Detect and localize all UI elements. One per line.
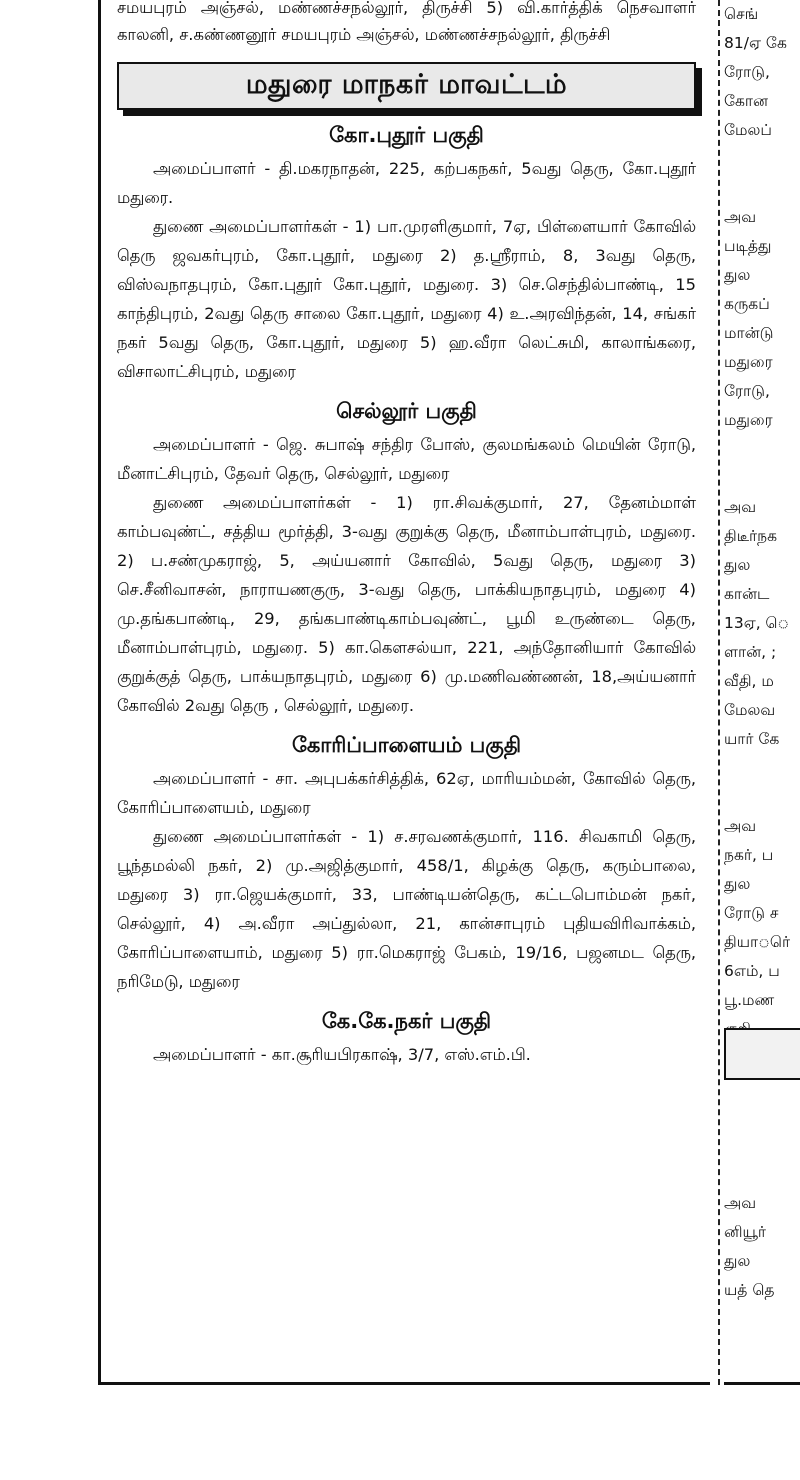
right-column-lines [724,0,800,1305]
section-heading: செல்லூர் பகுதி [336,399,477,423]
right-column-fragment: கருகப் [724,295,770,313]
right-column-fragment: அவ [724,817,757,835]
right-column-fragment: மேலப் [724,121,772,139]
right-column-fragment: ரோடு ச [724,904,779,922]
section-heading: கோரிப்பாளையம் பகுதி [291,733,522,757]
right-column-banner-box [724,1028,800,1080]
section-heading: கோ.புதூர் பகுதி [329,123,484,147]
right-column-fragment: 6எம், ப [724,962,780,980]
column-divider [718,0,720,1385]
right-column-cut [724,0,800,1385]
right-column-fragment [724,464,800,493]
right-column-fragment: ரோடு, [724,382,770,400]
right-column-fragment: துல [724,556,751,574]
right-column-fragment: மதுரை [724,353,773,371]
right-column-fragment [724,1160,800,1189]
right-column-fragment: பூ.மண [724,991,775,1009]
right-column-fragment: செங் [724,5,759,23]
organizer-text: அமைப்பாளர் - சா. அபுபக்கர்சித்திக், 62ஏ, மாரியம்மன், கோவில் தெரு, கோரிப்பாளையம், மதுரை [117,769,696,817]
right-column-fragment [724,145,800,174]
district-banner [117,62,696,110]
right-column-fragment: திடீர்நக [724,527,777,545]
district-title: மதுரை மாநகர் மாவட்டம் [245,68,568,100]
right-column-fragment: மேலவ [724,701,776,719]
right-column-fragment: ரோடு, [724,63,770,81]
section-heading: கே.கே.நகர் பகுதி [321,1009,492,1033]
section-sellur [117,396,696,720]
right-column-fragment: ளான், ; [724,643,777,661]
right-column-fragment: மதுரை [724,411,773,429]
continuation-text: சமயபுரம் அஞ்சல், மண்ணச்சநல்லூர், திருச்சி 5) வி.கார்த்திக் நெசவாளர் காலனி, ச.கண்ணனூர் சமயபுரம் அஞ்சல், மண்ணச்சநல்லூர், திருச்சி [117,0,696,44]
right-column-fragment: னியூர் [724,1223,767,1241]
right-column-fragment: யார் கே [724,730,780,748]
right-column-fragment: 13ஏ, ெ [724,614,790,632]
organizer-text: அமைப்பாளர் - தி.மகரநாதன், 225, கற்பகநகர், 5வது தெரு, கோ.புதூர் மதுரை. [117,159,696,207]
section-ko-puthur [117,120,696,386]
right-column-fragment: துல [724,875,751,893]
right-column-fragment: கோன [724,92,769,110]
right-column-fragment: நகர், ப [724,846,774,864]
right-column-fragment: அவ [724,1194,757,1212]
deputies-text: துணை அமைப்பாளர்கள் - 1) ரா.சிவக்குமார், 27, தேனம்மாள் காம்பவுண்ட், சத்திய மூர்த்தி, 3-வது குறுக்கு தெரு, மீனாம்பாள்புரம், மதுரை. 2) ப.சண்முகராஜ், 5, அய்யனார் கோவில், 5வது தெரு, மதுரை 3) செ.சீனிவாசன், நாராயணகுரு, 3-வது தெரு, பாக்கியநாதபுரம், மதுரை 4) மு.தங்கபாண்டி, 29, தங்கபாண்டிகாம்பவுண்ட், பூமி உருண்டை தெரு, மீனாம்பாள்புரம், மதுரை. 5) கா.கெளசல்யா, 221, அந்தோனியார் கோவில் குறுக்குத் தெரு, பாக்யநாதபுரம், மதுரை 6) மு.மணிவண்ணன், 18,அய்யனார் கோவில் 2வது தெரு , செல்லூர், மதுரை. [117,493,696,715]
right-column-fragment: படித்து [724,237,772,255]
right-column-fragment: வீதி, ம [724,672,774,690]
right-column-fragment [724,783,800,812]
right-column-fragment: யத் தெ [724,1281,775,1299]
top-continuation [117,0,696,48]
right-column-fragment: துல [724,1252,751,1270]
right-column-fragment [724,1102,800,1131]
right-column-fragment [724,174,800,203]
right-column-fragment: அவ [724,498,757,516]
organizer-text: அமைப்பாளர் - ஜெ. சுபாஷ் சந்திர போஸ், குலமங்கலம் மெயின் ரோடு, மீனாட்சிபுரம், தேவர் தெரு, செல்லூர், மதுரை [117,435,696,483]
organizer-text: அமைப்பாளர் - கா.சூரியபிரகாஷ், 3/7, எஸ்.எம்.பி. [153,1045,531,1064]
right-column-fragment: அவ [724,208,757,226]
main-column [98,0,710,1385]
right-column-fragment: கான்ட [724,585,770,603]
right-column-fragment [724,754,800,783]
section-goripalayam [117,730,696,996]
section-kk-nagar [117,1006,696,1069]
right-column-fragment: 81/ஏ கே [724,34,787,52]
deputies-text: துணை அமைப்பாளர்கள் - 1) பா.முரளிகுமார், 7ஏ, பிள்ளையார் கோவில் தெரு ஜவகர்புரம், கோ.புதூர், மதுரை 2) த.ஶ்ரீராம், 8, 3வது தெரு, விஸ்வநாதபுரம், கோ.புதூர் கோ.புதூர், மதுரை. 3) செ.செந்தில்பாண்டி, 15 காந்திபுரம், 2வது தெரு சாலை கோ.புதூர், மதுரை 4) உ.அரவிந்தன், 14, சங்கர் நகர் 5வது தெரு, கோ.புதூர், மதுரை 5) ஹ.வீரா லெட்சுமி, காலாங்கரை, விசாலாட்சிபுரம், மதுரை [117,217,696,381]
right-column-fragment [724,1131,800,1160]
right-column-fragment: துல [724,266,751,284]
right-column-fragment [724,435,800,464]
right-column-fragment: மான்டு [724,324,774,342]
right-column-fragment: தியார்ெ [724,933,791,951]
deputies-text: துணை அமைப்பாளர்கள் - 1) ச.சரவணக்குமார், 116. சிவகாமி தெரு, பூந்தமல்லி நகர், 2) மு.அஜித்குமார், 458/1, கிழக்கு தெரு, கரும்பாலை, மதுரை 3) ரா.ஜெயக்குமார், 33, பாண்டியன்தெரு, கட்டபொம்மன் நகர், செல்லூர், 4) அ.வீரா அப்துல்லா, 21, கான்சாபுரம் புதியவிரிவாக்கம், கோரிப்பாளையாம், மதுரை 5) ரா.மெகராஜ் பேகம், 19/16, பஜனமட தெரு, நரிமேடு, மதுரை [117,827,696,991]
